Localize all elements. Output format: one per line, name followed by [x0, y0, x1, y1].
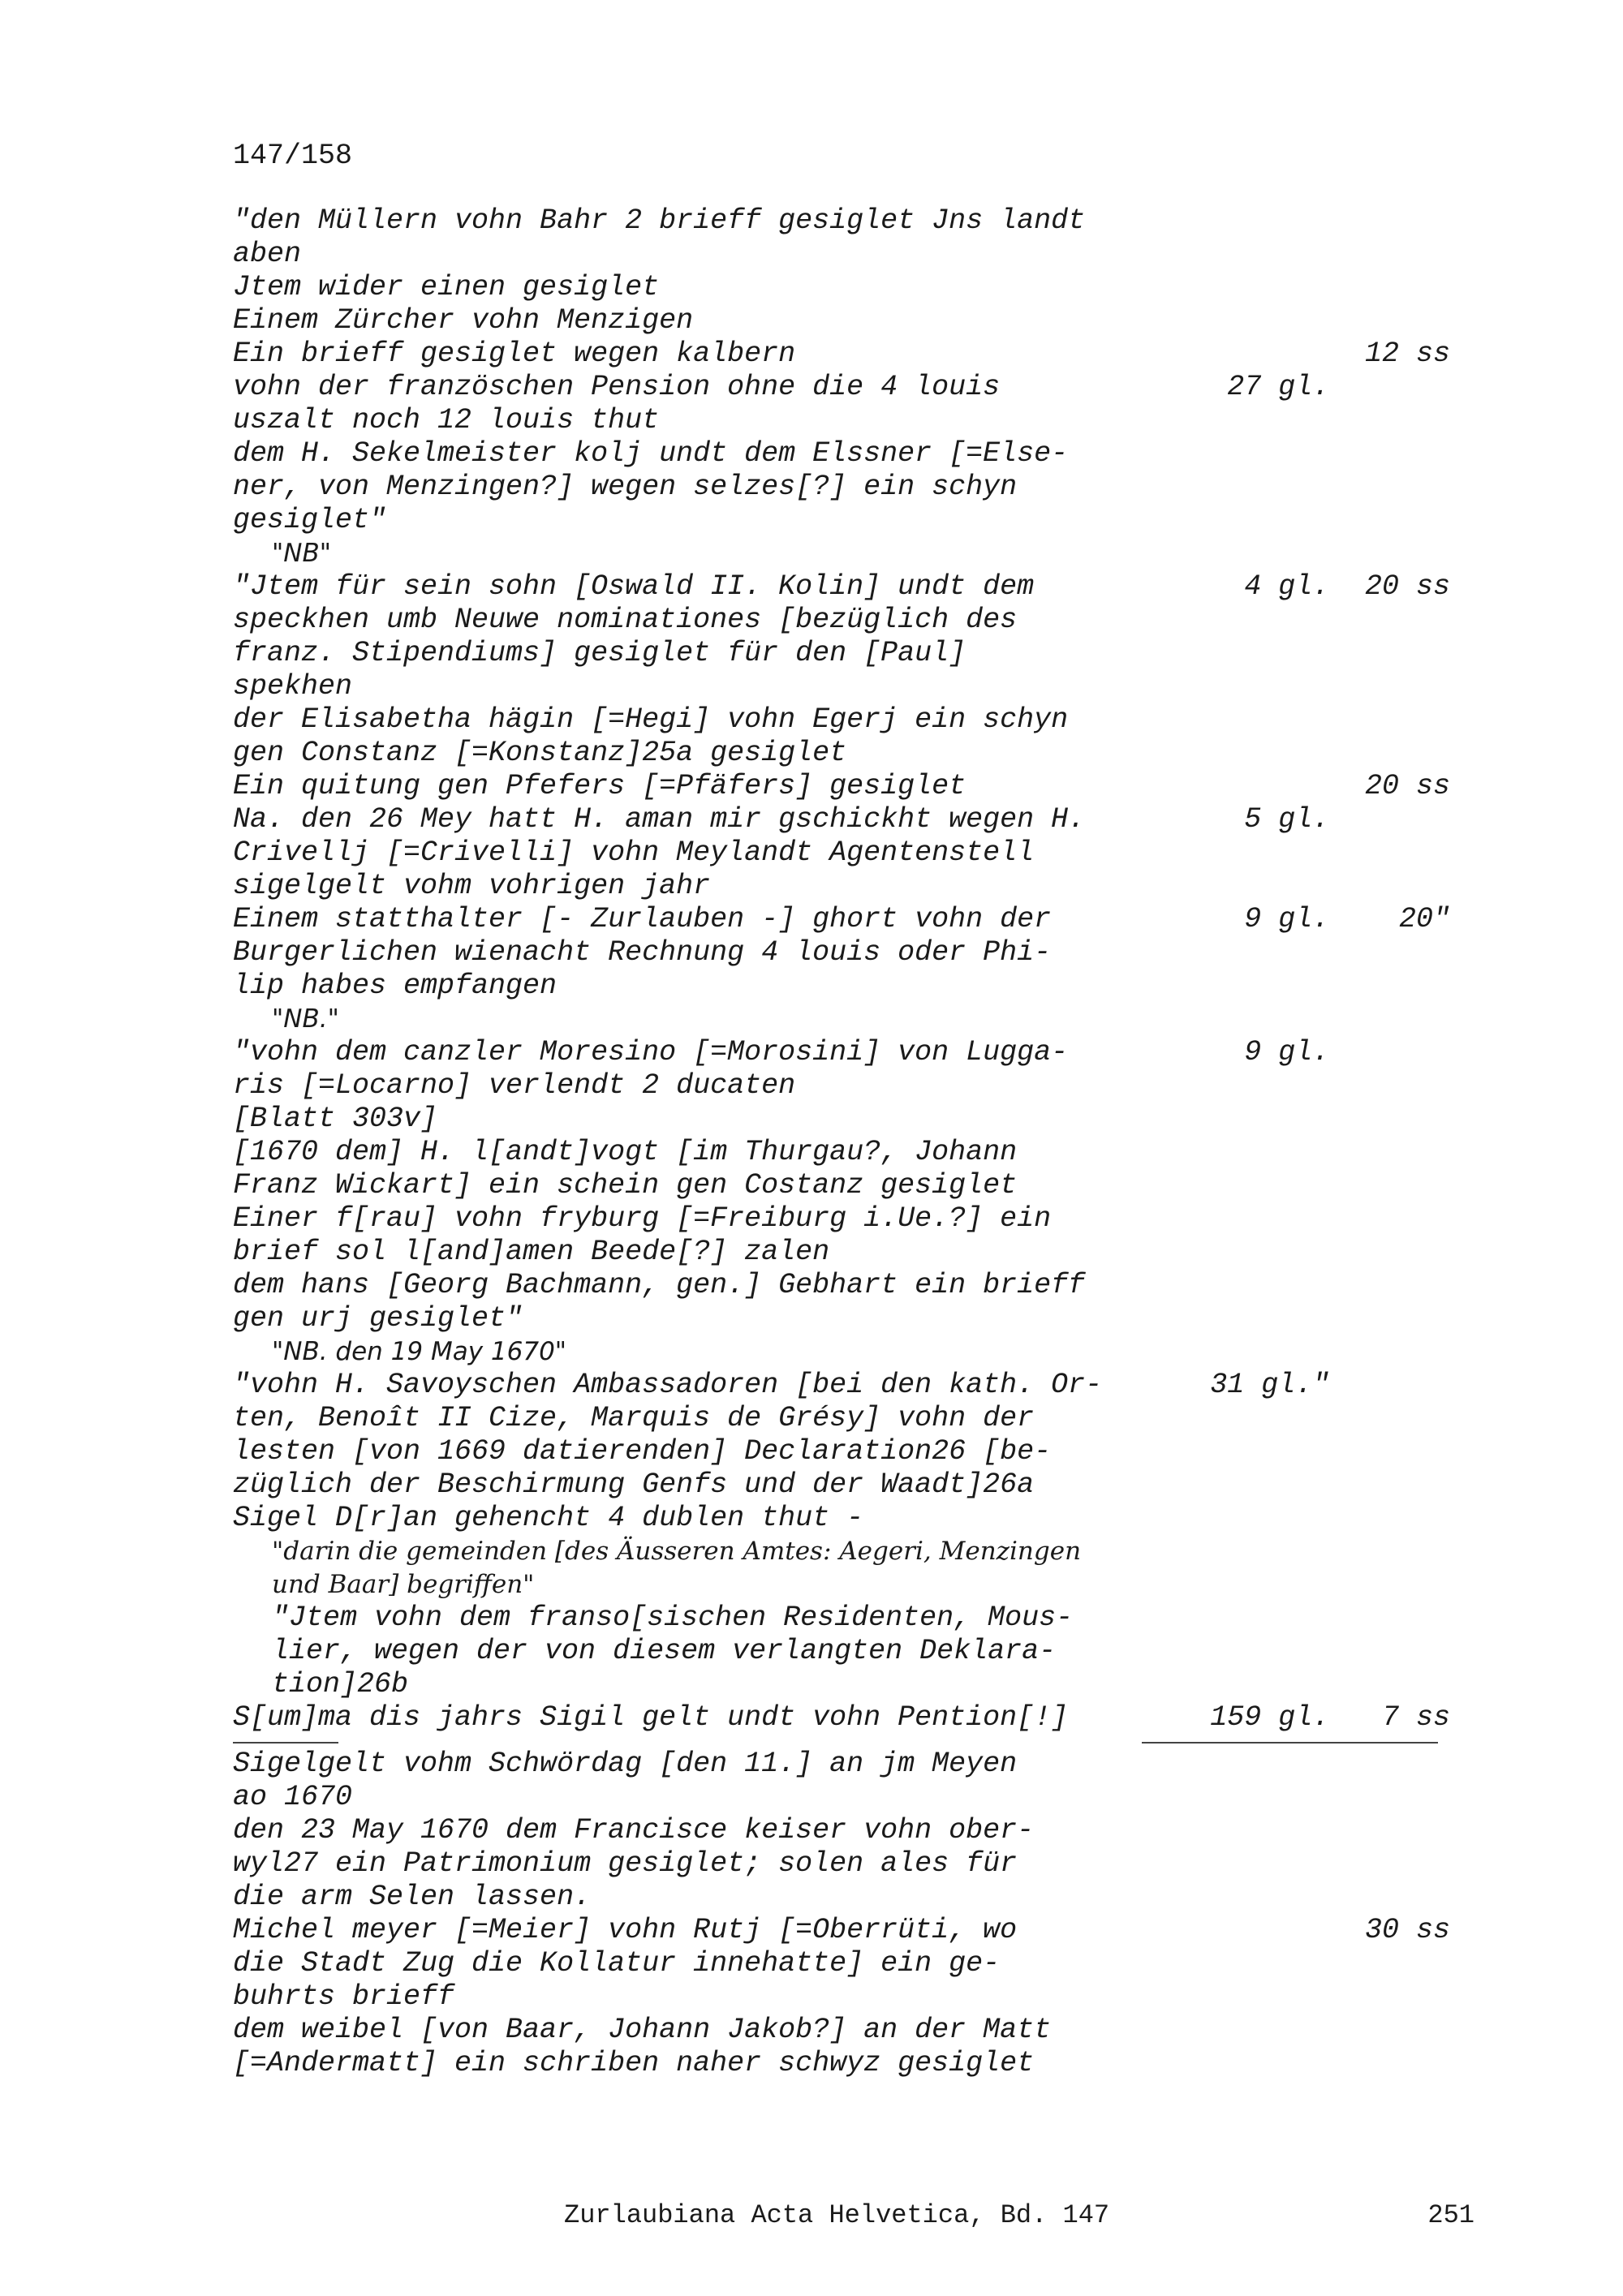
entry-text — [233, 204, 1197, 271]
entry-text — [233, 1914, 1197, 2014]
ledger-entry — [233, 437, 1450, 537]
amount-schilling — [1329, 537, 1450, 570]
entry-line: den 23 May 1670 dem Francisce keiser vohn ober- — [233, 1814, 1035, 1847]
ledger-entry — [233, 1335, 1450, 1369]
entry-line: dem H. Sekelmeister kolj undt dem Elssner [=Else- — [233, 437, 1069, 470]
entry-line: Ein quitung gen Pfefers [=Pfäfers] gesiglet — [233, 770, 966, 802]
ledger-entry — [233, 338, 1450, 371]
entry-line: dem weibel [von Baar, Johann Jakob?] an der Matt — [233, 2014, 1052, 2046]
entry-text — [233, 271, 1197, 304]
entry-line: Burgerlichen wienacht Rechnung 4 louis oder Phi- — [233, 936, 1052, 969]
amount-schilling — [1329, 1036, 1450, 1103]
ledger-entry — [233, 537, 1450, 570]
entry-text — [233, 903, 1197, 1003]
amount-schilling — [1329, 1103, 1450, 1136]
entry-text — [233, 537, 1197, 570]
amount-schilling — [1329, 1369, 1450, 1535]
amount-gulden: 4 gl. — [1244, 570, 1330, 603]
footer-title: Zurlaubiana Acta Helvetica, Bd. 147 — [564, 2200, 1110, 2230]
ledger-entry — [233, 204, 1450, 271]
amount-gulden — [1197, 1914, 1330, 2014]
amount-schilling — [1329, 271, 1450, 304]
ledger-entry — [233, 703, 1450, 770]
amount-schilling: 12 ss — [1364, 338, 1450, 370]
amount-schilling — [1329, 2014, 1450, 2080]
amount-schilling: 20" — [1398, 903, 1450, 935]
entry-line: Einer f[rau] vohn fryburg [=Freiburg i.Ue.?] ein — [233, 1202, 1052, 1235]
entry-line: "NB." — [272, 1004, 339, 1034]
entry-text — [233, 1335, 1197, 1369]
amount-schilling — [1329, 1202, 1450, 1269]
amount-schilling — [1329, 204, 1450, 271]
entry-text — [233, 570, 1197, 703]
entry-line: dem hans [Georg Bachmann, gen.] Gebhart ein brieff — [233, 1269, 1086, 1301]
entry-line: wyl27 ein Patrimonium gesiglet; solen ales für — [233, 1847, 1018, 1880]
divider-left — [233, 1742, 338, 1743]
ledger-entry — [233, 1701, 1450, 1735]
amount-gulden: 9 gl. — [1244, 1036, 1330, 1068]
entry-line: Na. den 26 Mey hatt H. aman mir gschickht wegen H. — [233, 803, 1086, 836]
amount-gulden — [1197, 703, 1330, 770]
page-reference: 147/158 — [233, 140, 353, 172]
entry-line: sigelgelt vohm vohrigen jahr — [233, 870, 711, 902]
ledger-entry — [233, 271, 1450, 304]
entry-text — [233, 371, 1197, 437]
entry-line: franz. Stipendiums] gesiglet für den [Paul] — [233, 637, 966, 669]
entry-line: [Blatt 303v] — [233, 1103, 438, 1135]
amount-schilling — [1329, 703, 1450, 770]
ledger-entry — [233, 1748, 1450, 1814]
amount-gulden — [1197, 1535, 1330, 1602]
entry-line: "den Müllern vohn Bahr 2 brieff gesiglet Jns landt — [233, 204, 1086, 237]
amount-gulden — [1197, 1335, 1330, 1369]
entry-line: speckhen umb Neuwe nominationes [bezüglich des — [233, 604, 1018, 636]
entry-text — [233, 1136, 1197, 1202]
amount-gulden — [1197, 338, 1330, 371]
entry-line: Franz Wickart] ein schein gen Costanz gesiglet — [233, 1169, 1018, 1202]
entry-text — [233, 703, 1197, 770]
entry-line: ris [=Locarno] verlendt 2 ducaten — [233, 1069, 796, 1102]
amount-gulden: 159 gl. — [1210, 1701, 1330, 1734]
entry-line: Einem statthalter [- Zurlauben -] ghort vohn der — [233, 903, 1052, 935]
entry-line: buhrts brieff — [233, 1980, 455, 2013]
amount-gulden — [1197, 537, 1330, 570]
amount-schilling — [1329, 1335, 1450, 1369]
ledger-entry — [233, 803, 1450, 903]
ledger-entry — [233, 1914, 1450, 2014]
amount-gulden: 27 gl. — [1227, 371, 1330, 403]
ledger-entry — [233, 1602, 1450, 1701]
amount-gulden — [1197, 1814, 1330, 1914]
ledger-entry — [233, 1369, 1450, 1535]
amount-gulden: 31 gl." — [1210, 1369, 1330, 1401]
entry-text — [233, 338, 1197, 371]
amount-gulden — [1197, 1136, 1330, 1202]
entry-line: ao 1670 — [233, 1781, 353, 1813]
entry-line: Jtem wider einen gesiglet — [233, 271, 660, 303]
amount-schilling — [1329, 1748, 1450, 1814]
ledger-entry — [233, 1269, 1450, 1335]
ledger-entry — [233, 903, 1450, 1003]
amount-schilling — [1329, 437, 1450, 537]
divider-right — [1142, 1742, 1438, 1743]
entry-text — [233, 1701, 1197, 1735]
entry-line: "Jtem vohn dem franso[sischen Residenten, Mous- — [272, 1602, 1074, 1634]
amount-gulden — [1197, 204, 1330, 271]
entry-line: vohn der französchen Pension ohne die 4 louis — [233, 371, 1001, 403]
ledger-entries — [233, 204, 1450, 2080]
entry-text — [233, 1003, 1197, 1036]
amount-gulden — [1197, 1748, 1330, 1814]
entry-text — [233, 1036, 1197, 1103]
amount-schilling — [1329, 803, 1450, 903]
entry-line: Sigelgelt vohm Schwördag [den 11.] an jm Meyen — [233, 1748, 1018, 1780]
ledger-entry — [233, 304, 1450, 338]
amount-gulden — [1197, 1003, 1330, 1036]
entry-line: gesiglet" — [233, 504, 387, 536]
amount-schilling: 30 ss — [1364, 1914, 1450, 1946]
amount-schilling: 20 ss — [1364, 770, 1450, 802]
ledger-entry — [233, 570, 1450, 703]
entry-line: Crivellj [=Crivelli] vohn Meylandt Agentenstell — [233, 836, 1035, 869]
amount-gulden — [1197, 1202, 1330, 1269]
amount-gulden: 9 gl. — [1244, 903, 1330, 935]
amount-gulden — [1197, 304, 1330, 338]
amount-schilling — [1329, 371, 1450, 437]
entry-line: ten, Benoît II Cize, Marquis de Grésy] vohn der — [233, 1402, 1035, 1434]
entry-line: gen Constanz [=Konstanz]25a gesiglet — [233, 737, 847, 769]
amount-gulden — [1197, 770, 1330, 803]
entry-line: und Baar] begriffen" — [272, 1570, 535, 1599]
amount-gulden — [1197, 1602, 1330, 1701]
ledger-entry — [233, 1003, 1450, 1036]
entry-line: tion]26b — [272, 1668, 409, 1701]
ledger-entry — [233, 1202, 1450, 1269]
ledger-entry — [233, 770, 1450, 803]
amount-schilling: 20 ss — [1364, 570, 1450, 603]
amount-schilling — [1329, 1535, 1450, 1602]
entry-line: lip habes empfangen — [233, 970, 558, 1002]
entry-line: Einem Zürcher vohn Menzigen — [233, 304, 694, 337]
amount-schilling — [1329, 1814, 1450, 1914]
ledger-entry — [233, 1814, 1450, 1914]
entry-text — [233, 1602, 1197, 1701]
ledger-entry — [233, 371, 1450, 437]
entry-text — [233, 1369, 1197, 1535]
amount-schilling — [1329, 1136, 1450, 1202]
entry-line: [1670 dem] H. l[andt]vogt [im Thurgau?, Johann — [233, 1136, 1018, 1168]
amount-schilling: 7 ss — [1381, 1701, 1450, 1734]
entry-text — [233, 1535, 1197, 1602]
amount-gulden — [1197, 437, 1330, 537]
ledger-entry — [233, 2014, 1450, 2080]
entry-text — [233, 803, 1197, 903]
ledger-entry — [233, 1103, 1450, 1136]
ledger-entry — [233, 1036, 1450, 1103]
entry-text — [233, 304, 1197, 338]
amount-schilling — [1329, 1269, 1450, 1335]
amount-gulden — [1197, 1269, 1330, 1335]
entry-text — [233, 1814, 1197, 1914]
entry-line: brief sol l[and]amen Beede[?] zalen — [233, 1236, 830, 1268]
footer-page-number: 251 — [1427, 2200, 1474, 2230]
amount-schilling — [1329, 304, 1450, 338]
entry-line: die arm Selen lassen. — [233, 1881, 592, 1913]
entry-text — [233, 1748, 1197, 1814]
entry-line: "Jtem für sein sohn [Oswald II. Kolin] undt dem — [233, 570, 1035, 603]
entry-text — [233, 770, 1197, 803]
entry-text — [233, 1269, 1197, 1335]
entry-line: uszalt noch 12 louis thut — [233, 404, 660, 436]
entry-text — [233, 437, 1197, 537]
ledger-entry — [233, 1535, 1450, 1602]
ledger-entry — [233, 1136, 1450, 1202]
entry-text — [233, 1103, 1197, 1136]
entry-line: Ein brieff gesiglet wegen kalbern — [233, 338, 796, 370]
entry-line: [=Andermatt] ein schriben naher schwyz gesiglet — [233, 2047, 1035, 2079]
amount-gulden — [1197, 1103, 1330, 1136]
entry-line: der Elisabetha hägin [=Hegi] vohn Egerj ein schyn — [233, 703, 1069, 736]
entry-line: S[um]ma dis jahrs Sigil gelt undt vohn Pention[!] — [233, 1701, 1069, 1734]
entry-line: Sigel D[r]an gehencht 4 dublen thut - — [233, 1502, 864, 1534]
amount-gulden — [1197, 2014, 1330, 2080]
entry-line: lier, wegen der von diesem verlangten Deklara- — [272, 1635, 1057, 1667]
entry-line: Michel meyer [=Meier] vohn Rutj [=Oberrüti, wo — [233, 1914, 1018, 1946]
entry-line: aben — [233, 238, 302, 270]
amount-gulden — [1197, 271, 1330, 304]
entry-line: ner, von Menzingen?] wegen selzes[?] ein schyn — [233, 471, 1018, 503]
entry-line: "vohn H. Savoyschen Ambassadoren [bei den kath. Or- — [233, 1369, 1103, 1401]
entry-line: gen urj gesiglet" — [233, 1302, 523, 1335]
entry-text — [233, 1202, 1197, 1269]
entry-text — [233, 2014, 1197, 2080]
entry-line: spekhen — [233, 670, 353, 703]
amount-schilling — [1329, 1003, 1450, 1036]
entry-line: "vohn dem canzler Moresino [=Morosini] von Lugga- — [233, 1036, 1069, 1068]
amount-schilling — [1329, 1602, 1450, 1701]
entry-line: "NB" — [272, 539, 331, 568]
entry-line: "darin die gemeinden [des Äusseren Amtes: Aegeri, Menzingen — [272, 1537, 1082, 1566]
entry-line: lesten [von 1669 datierenden] Declaration26 [be- — [233, 1435, 1052, 1468]
entry-line: "NB. den 19 May 1670" — [272, 1337, 567, 1366]
amount-gulden: 5 gl. — [1244, 803, 1330, 836]
entry-line: die Stadt Zug die Kollatur innehatte] ein ge- — [233, 1947, 1001, 1980]
entry-line: züglich der Beschirmung Genfs und der Waadt]26a — [233, 1468, 1035, 1501]
